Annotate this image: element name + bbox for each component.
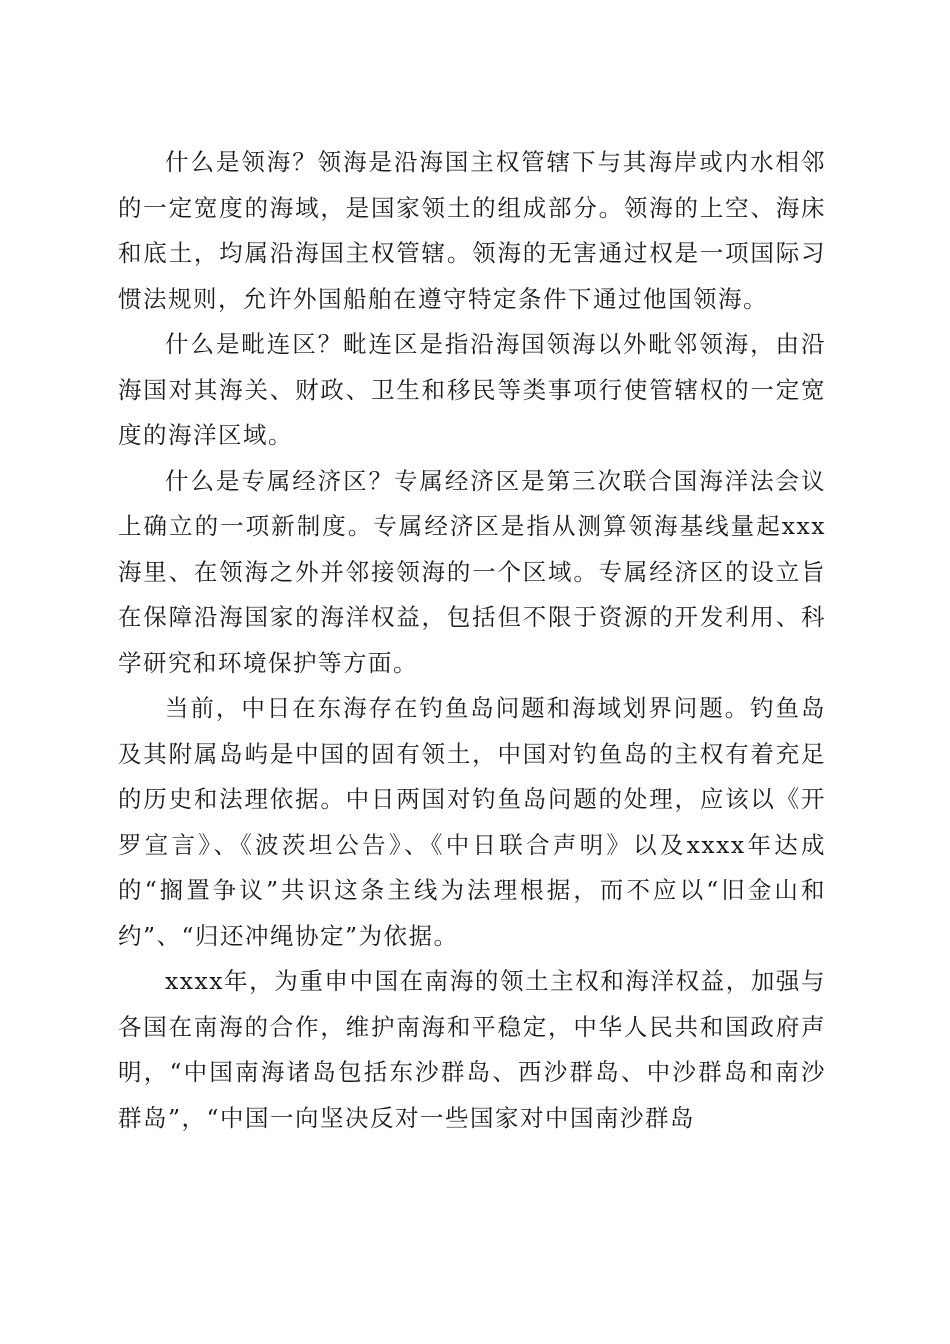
paragraph-east-china-sea: 当前，中日在东海存在钓鱼岛问题和海域划界问题。钓鱼岛及其附属岛屿是中国的固有领土，中国对钓鱼岛的主权有着充足的历史和法理依据。中日两国对钓鱼岛问题的处理，应该以《开罗宣言》、《波茨坦公告》、《中日联合声明》以及xxxx年达成的“搁置争议”共识这条主线为法理根据，而不应以“旧金山和约”、“归还冲绳协定”为依据。 <box>118 694 826 950</box>
paragraph-contiguous-zone: 什么是毗连区？毗连区是指沿海国领海以外毗邻领海，由沿海国对其海关、财政、卫生和移民等类事项行使管辖权的一定宽度的海洋区域。 <box>118 330 826 449</box>
paragraph-exclusive-economic-zone: 什么是专属经济区？专属经济区是第三次联合国海洋法会议上确立的一项新制度。专属经济区是指从测算领海基线量起xxx海里、在领海之外并邻接领海的一个区域。专属经济区的设立旨在保障沿海国家的海洋权益，包括但不限于资源的开发利用、科学研究和环境保护等方面。 <box>118 466 826 677</box>
paragraph-territorial-sea: 什么是领海？领海是沿海国主权管辖下与其海岸或内水相邻的一定宽度的海域，是国家领土的组成部分。领海的上空、海床和底土，均属沿海国主权管辖。领海的无害通过权是一项国际习惯法规则，允许外国船舶在遵守特定条件下通过他国领海。 <box>118 148 826 313</box>
document-body <box>118 140 826 1141</box>
paragraph-south-china-sea: xxxx年，为重申中国在南海的领土主权和海洋权益，加强与各国在南海的合作，维护南海和平稳定，中华人民共和国政府声明，“中国南海诸岛包括东沙群岛、西沙群岛、中沙群岛和南沙群岛”，“中国一向坚决反对一些国家对中国南沙群岛 <box>118 967 826 1132</box>
